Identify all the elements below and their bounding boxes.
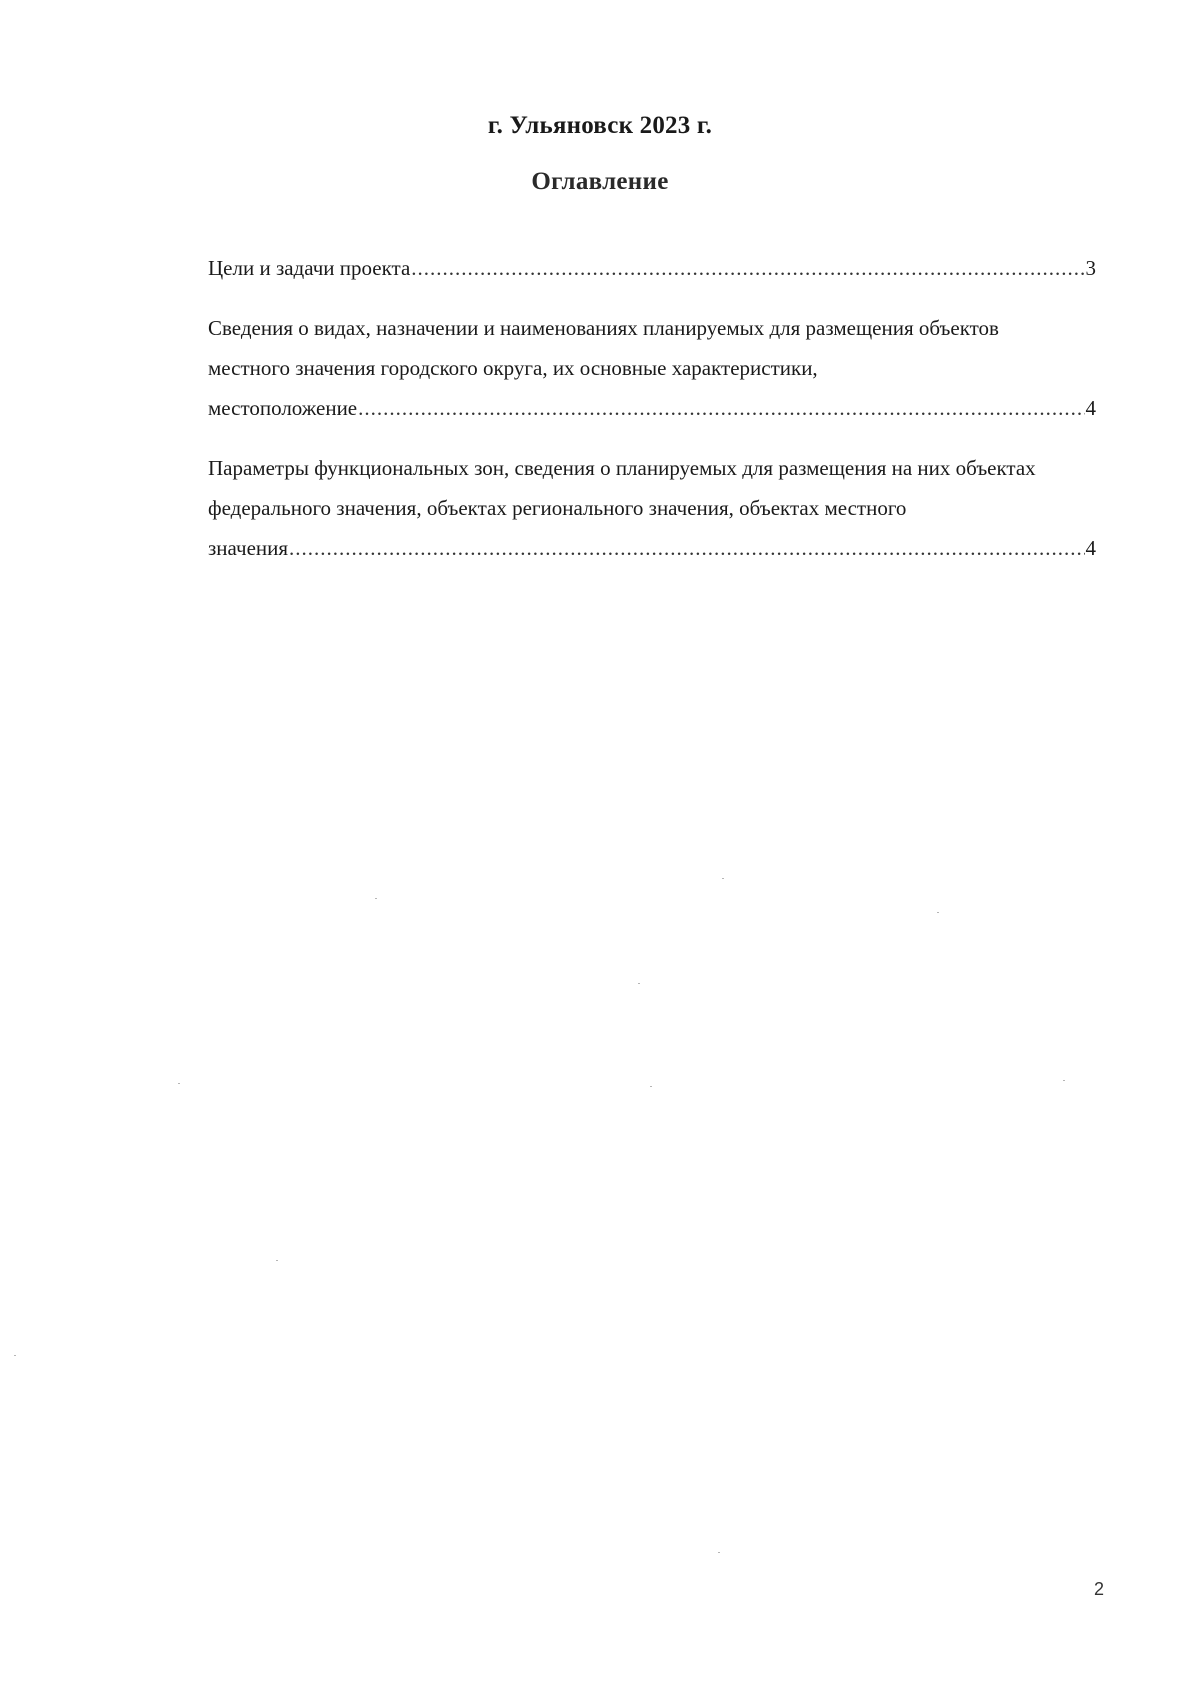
toc-entry-goals[interactable]: [208, 248, 1108, 288]
scan-speck: [722, 878, 724, 879]
toc-entry-title: Цели и задачи проекта: [208, 256, 411, 280]
toc-entry-line: Параметры функциональных зон, сведения о планируемых для размещения на них объектах: [208, 456, 1036, 480]
toc-page-number: 4: [1085, 396, 1096, 420]
dot-leader: [411, 248, 1084, 288]
toc-entry-last-line: [208, 528, 1096, 568]
scan-speck: [178, 1083, 180, 1084]
toc-entry-last-line: [208, 388, 1096, 428]
toc-page-number: 3: [1085, 256, 1096, 280]
toc-entry-line: Сведения о видах, назначении и наименованиях планируемых для размещения объектов: [208, 316, 999, 340]
toc-entry-last-line: [208, 248, 1096, 288]
scan-speck: [638, 983, 640, 984]
scan-speck: [375, 898, 377, 899]
city-year-heading: г. Ульяновск 2023 г.: [487, 112, 713, 139]
toc-page-number: 4: [1085, 536, 1096, 560]
dot-leader: [289, 528, 1084, 568]
scan-speck: [650, 1086, 652, 1087]
dot-leader: [358, 388, 1084, 428]
table-of-contents: [208, 248, 1108, 588]
toc-entry-line: местного значения городского округа, их основные характеристики,: [208, 356, 818, 380]
toc-entry-functional-zones[interactable]: [208, 448, 1108, 568]
toc-entry-title: местоположение: [208, 396, 358, 420]
scan-speck: [937, 912, 939, 913]
toc-entry-line: федерального значения, объектах регионального значения, объектах местного: [208, 496, 907, 520]
toc-entry-local-objects[interactable]: [208, 308, 1108, 428]
scan-speck: [276, 1260, 278, 1261]
scan-speck: [14, 1355, 16, 1356]
scan-speck: [1063, 1080, 1065, 1081]
page-number: 2: [1094, 1579, 1105, 1599]
toc-title: Оглавление: [531, 168, 669, 195]
toc-entry-title: значения: [208, 536, 289, 560]
scan-speck: [718, 1552, 720, 1553]
